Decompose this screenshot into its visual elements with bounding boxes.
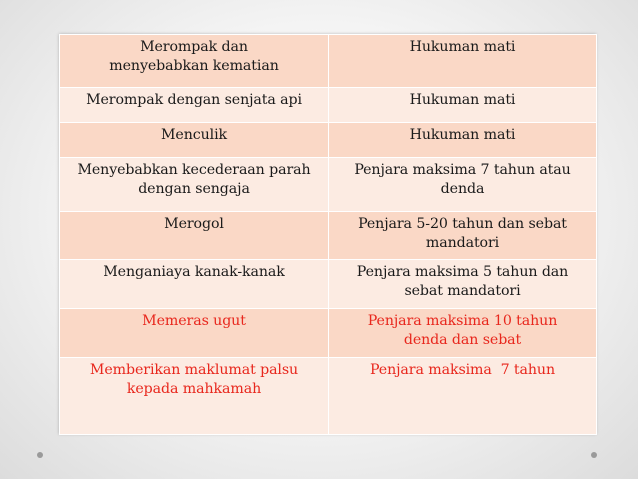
offense-cell: Merompak dengan senjata api xyxy=(60,88,329,123)
decorative-dot-left xyxy=(37,452,43,458)
offense-cell: Menyebabkan kecederaan parah dengan sengaja xyxy=(60,158,329,212)
penalty-cell: Penjara maksima 5 tahun dan sebat mandatori xyxy=(329,260,597,309)
table-row xyxy=(60,123,597,158)
offense-penalty-table-container xyxy=(59,34,596,434)
table-row xyxy=(60,309,597,358)
offense-cell: Menculik xyxy=(60,123,329,158)
table-row xyxy=(60,212,597,260)
table-row xyxy=(60,88,597,123)
table-row xyxy=(60,260,597,309)
offense-cell: Memeras ugut xyxy=(60,309,329,358)
table-row xyxy=(60,35,597,88)
penalty-cell: Penjara maksima 7 tahun xyxy=(329,358,597,435)
table-row xyxy=(60,158,597,212)
penalty-cell: Hukuman mati xyxy=(329,35,597,88)
offense-cell: Merompak dan menyebabkan kematian xyxy=(60,35,329,88)
table-row xyxy=(60,358,597,435)
offense-cell: Memberikan maklumat palsu kepada mahkamah xyxy=(60,358,329,435)
penalty-cell: Hukuman mati xyxy=(329,123,597,158)
penalty-cell: Penjara maksima 10 tahun denda dan sebat xyxy=(329,309,597,358)
penalty-cell: Penjara 5-20 tahun dan sebat mandatori xyxy=(329,212,597,260)
penalty-cell: Penjara maksima 7 tahun atau denda xyxy=(329,158,597,212)
offense-cell: Merogol xyxy=(60,212,329,260)
decorative-dot-right xyxy=(591,452,597,458)
offense-penalty-table xyxy=(59,34,597,435)
penalty-cell: Hukuman mati xyxy=(329,88,597,123)
offense-cell: Menganiaya kanak-kanak xyxy=(60,260,329,309)
